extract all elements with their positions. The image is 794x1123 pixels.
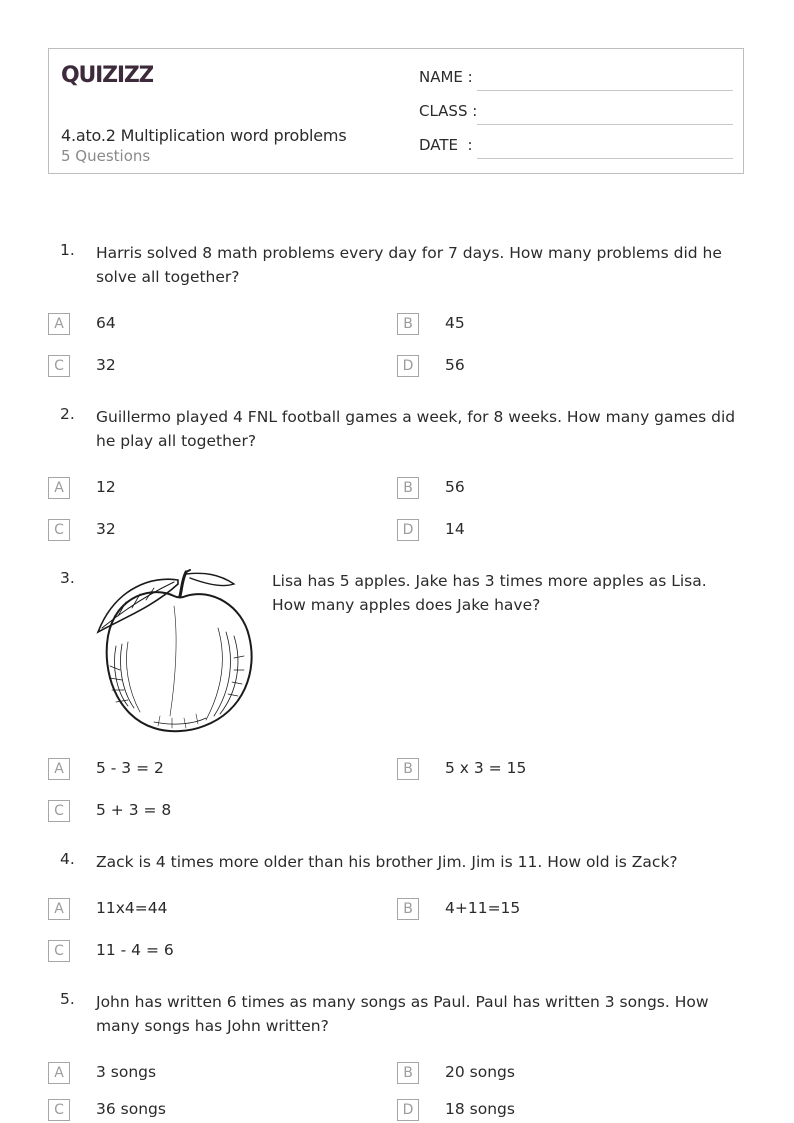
option-text: 18 songs (445, 1100, 515, 1118)
option-letter-box: C (48, 1099, 70, 1121)
date-label: DATE : (419, 136, 473, 154)
option-text: 64 (96, 314, 116, 332)
question-number: 2. (60, 405, 75, 423)
question-number: 3. (60, 569, 75, 587)
question-text: Harris solved 8 math problems every day for 7 days. How many problems did he solve all together? (96, 244, 722, 286)
option-letter-box: A (48, 313, 70, 335)
option-letter-box: A (48, 758, 70, 780)
name-label: NAME : (419, 68, 473, 86)
question-text: Lisa has 5 apples. Jake has 3 times more apples as Lisa. How many apples does Jake have? (272, 572, 707, 614)
option-text: 32 (96, 520, 116, 538)
option-letter-box: B (397, 477, 419, 499)
option-text: 20 songs (445, 1063, 515, 1081)
date-line[interactable] (477, 158, 733, 159)
option-letter-box: A (48, 477, 70, 499)
question-number: 5. (60, 990, 75, 1008)
class-label: CLASS : (419, 102, 478, 120)
option-letter-box: C (48, 355, 70, 377)
class-line[interactable] (477, 124, 733, 125)
class-field[interactable] (419, 102, 733, 126)
question-count: 5 Questions (61, 147, 151, 165)
option-letter-box: A (48, 1062, 70, 1084)
quizizz-logo (61, 59, 153, 93)
option-letter-box: A (48, 898, 70, 920)
worksheet-title: 4.ato.2 Multiplication word problems (61, 126, 347, 145)
option-letter-box: B (397, 758, 419, 780)
option-text: 32 (96, 356, 116, 374)
option-text: 11 - 4 = 6 (96, 941, 174, 959)
option-letter-box: C (48, 519, 70, 541)
option-text: 11x4=44 (96, 899, 168, 917)
name-line[interactable] (477, 90, 733, 91)
option-text: 56 (445, 478, 465, 496)
name-field[interactable] (419, 68, 733, 92)
option-letter-box: C (48, 940, 70, 962)
date-field[interactable] (419, 136, 733, 160)
option-letter-box: D (397, 1099, 419, 1121)
option-letter-box: B (397, 1062, 419, 1084)
logo-text: QUIZIZZ (61, 63, 153, 88)
option-text: 14 (445, 520, 465, 538)
option-text: 3 songs (96, 1063, 157, 1081)
option-text: 5 + 3 = 8 (96, 801, 172, 819)
question-text: John has written 6 times as many songs as Paul. Paul has written 3 songs. How many songs has John written? (96, 993, 709, 1035)
option-letter-box: B (397, 898, 419, 920)
option-text: 4+11=15 (445, 899, 521, 917)
worksheet-header (48, 48, 744, 174)
option-letter-box: D (397, 519, 419, 541)
question-text: Zack is 4 times more older than his brother Jim. Jim is 11. How old is Zack? (96, 853, 678, 871)
option-letter-box: B (397, 313, 419, 335)
option-text: 5 x 3 = 15 (445, 759, 527, 777)
option-letter-box: D (397, 355, 419, 377)
option-text: 36 songs (96, 1100, 166, 1118)
question-number: 4. (60, 850, 75, 868)
option-text: 12 (96, 478, 116, 496)
option-letter-box: C (48, 800, 70, 822)
option-text: 45 (445, 314, 465, 332)
question-text: Guillermo played 4 FNL football games a week, for 8 weeks. How many games did he play all together? (96, 408, 736, 450)
option-text: 5 - 3 = 2 (96, 759, 164, 777)
apple-illustration (94, 566, 258, 734)
option-text: 56 (445, 356, 465, 374)
question-number: 1. (60, 241, 75, 259)
